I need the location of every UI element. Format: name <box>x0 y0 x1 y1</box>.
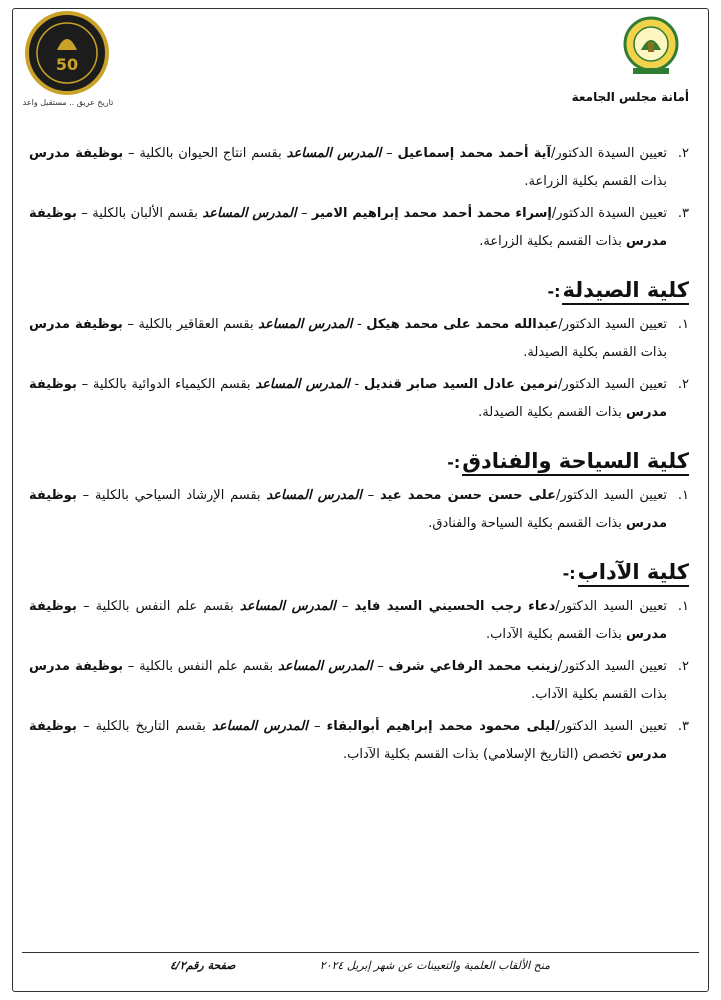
left-logo-caption: تاريخ عريق .. مستقبل واعد <box>22 98 114 107</box>
jubilee-logo-icon <box>24 10 110 96</box>
list-item: ٣. تعيين السيدة الدكتور/إسراء محمد أحمد محمد إبراهيم الامير – المدرس المساعد بقسم الألبان بالكلية – بوظيفة مدرس بذات القسم بكلية الزراعة. <box>29 206 689 249</box>
section-title-tourism: كلية السياحة والفنادق :- <box>29 449 689 476</box>
university-logo-icon <box>619 14 683 78</box>
document-body <box>29 140 689 773</box>
list-item: ٣. تعيين السيد الدكتور/ليلى محمود محمد إبراهيم أبوالبقاء – المدرس المساعد بقسم التاريخ بالكلية – بوظيفة مدرس تخصص (التاريخ الإسلامي) بذات القسم بكلية الآداب. <box>29 719 689 762</box>
list-item: ١. تعيين السيد الدكتور/دعاء رجب الحسيني السيد فايد – المدرس المساعد بقسم علم النفس بالكلية – بوظيفة مدرس بذات القسم بكلية الآداب. <box>29 599 689 642</box>
list-item: ١. تعيين السيد الدكتور/على حسن حسن محمد عيد – المدرس المساعد بقسم الإرشاد السياحي بالكلية – بوظيفة مدرس بذات القسم بكلية السياحة والفنادق. <box>29 488 689 531</box>
section-title-arts: كلية الآداب :- <box>29 560 689 587</box>
list-item: ١. تعيين السيد الدكتور/عبدالله محمد على محمد هيكل - المدرس المساعد بقسم العقاقير بالكلية – بوظيفة مدرس بذات القسم بكلية الصيدلة. <box>29 317 689 360</box>
list-item: ٢. تعيين السيدة الدكتور/آية أحمد محمد إسماعيل – المدرس المساعد بقسم انتاج الحيوان بالكلية – بوظيفة مدرس بذات القسم بكلية الزراعة. <box>29 146 689 189</box>
section-title-pharmacy: كلية الصيدلة :- <box>29 278 689 305</box>
list-item: ٢. تعيين السيد الدكتور/نرمين عادل السيد صابر قنديل - المدرس المساعد بقسم الكيمياء الدوائية بالكلية – بوظيفة مدرس بذات القسم بكلية الصيدلة. <box>29 377 689 420</box>
footer-text: منح الألقاب العلمية والتعيينات عن شهر إبريل ٢٠٢٤ <box>319 959 550 972</box>
footer-divider <box>22 952 699 953</box>
page-number: صفحة رقم٤/٢ <box>170 959 236 972</box>
svg-text:50: 50 <box>55 55 79 74</box>
page-footer <box>170 959 550 972</box>
list-item: ٢. تعيين السيد الدكتور/زينب محمد الرفاعي شرف – المدرس المساعد بقسم علم النفس بالكلية – بوظيفة مدرس بذات القسم بكلية الآداب. <box>29 659 689 702</box>
header-organization: أمانة مجلس الجامعة <box>571 90 689 104</box>
